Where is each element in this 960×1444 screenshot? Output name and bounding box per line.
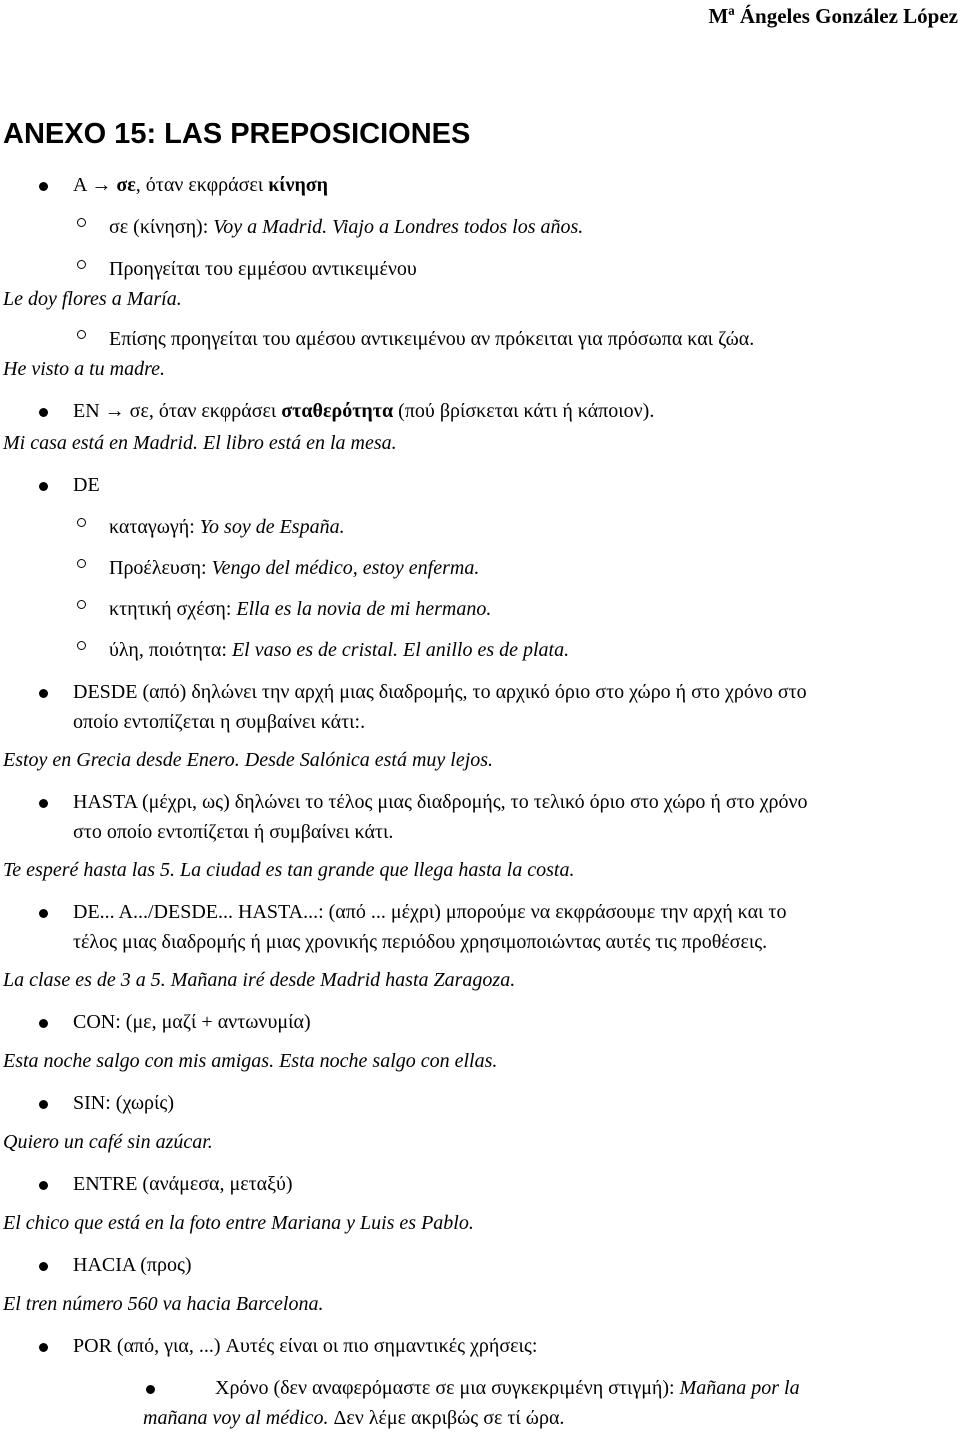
bullet-por: POR (από, για, ...) Αυτές είναι οι πιο σημαντικές χρήσεις:	[0, 1331, 956, 1361]
bullet-icon	[39, 1262, 48, 1271]
example-de-a: La clase es de 3 a 5. Mañana iré desde Madrid hasta Zaragoza.	[3, 969, 516, 991]
bullet-icon	[39, 482, 48, 491]
sub-item-a-indirect-object: Προηγείται του εμμέσου αντικειμένου	[0, 254, 956, 284]
bullet-icon	[39, 1181, 48, 1190]
sub-item-de-provenance: Προέλευση: Vengo del médico, estoy enferma.	[0, 553, 956, 583]
circle-bullet-icon	[77, 559, 86, 568]
sub-item-de-material: ύλη, ποιότητα: El vaso es de cristal. El anillo es de plata.	[0, 635, 956, 665]
bullet-de: DE	[0, 470, 956, 500]
circle-bullet-icon	[77, 218, 86, 227]
bullet-hacia: HACIA (προς)	[0, 1250, 956, 1280]
document-body	[0, 170, 956, 1433]
example-hacia: El tren número 560 va hacia Barcelona.	[3, 1293, 324, 1315]
bullet-con: CON: (με, μαζί + αντωνυμία)	[0, 1007, 956, 1037]
example-sin: Quiero un café sin azúcar.	[3, 1131, 213, 1153]
bullet-entre: ENTRE (ανάμεσα, μεταξύ)	[0, 1169, 956, 1199]
circle-bullet-icon	[77, 330, 86, 339]
page-title: ANEXO 15: LAS PREPOSICIONES	[3, 118, 471, 150]
example-entre: El chico que está en la foto entre Mariana y Luis es Pablo.	[3, 1212, 474, 1234]
sub-item-de-origin: καταγωγή: Yo soy de España.	[0, 512, 956, 542]
circle-bullet-icon	[77, 260, 86, 269]
bullet-icon	[39, 799, 48, 808]
example-desde: Estoy en Grecia desde Enero. Desde Salónica está muy lejos.	[3, 749, 494, 771]
circle-bullet-icon	[77, 641, 86, 650]
sub-item-por-time: Χρόνο (δεν αναφερόμαστε σε μια συγκεκριμένη στιγμή): Mañana por la	[0, 1373, 956, 1403]
bullet-icon	[39, 1100, 48, 1109]
sub-item-a-direct-object: Επίσης προηγείται του αμέσου αντικειμένου αν πρόκειται για πρόσωπα και ζώα.	[0, 324, 956, 354]
example-hasta: Te esperé hasta las 5. La ciudad es tan grande que llega hasta la costa.	[3, 859, 575, 881]
bullet-hasta: HASTA (μέχρι, ως) δηλώνει το τέλος μιας διαδρομής, το τελικό όριο στο χώρο ή στο χρόνο στο οποίο εντοπίζεται ή συμβαίνει κάτι.	[0, 787, 956, 847]
bullet-icon	[39, 1343, 48, 1352]
bullet-de-a: DE... A.../DESDE... HASTA...: (από ... μέχρι) μπορούμε να εκφράσουμε την αρχή και το τέλος μιας διαδρομής ή μιας χρονικής περιόδου χρησιμοποιώντας αυτές τις προθέσεις.	[0, 897, 956, 957]
bullet-sin: SIN: (χωρίς)	[0, 1088, 956, 1118]
circle-bullet-icon	[77, 600, 86, 609]
bullet-icon	[146, 1385, 155, 1394]
bullet-icon	[39, 689, 48, 698]
example-a-direct: He visto a tu madre.	[3, 358, 166, 380]
example-con: Esta noche salgo con mis amigas. Esta noche salgo con ellas.	[3, 1050, 498, 1072]
bullet-icon	[39, 182, 48, 191]
bullet-en: EN → σε, όταν εκφράσει σταθερότητα (πού βρίσκεται κάτι ή κάποιον).	[0, 396, 956, 426]
page-header-author: Mª Ángeles González López	[708, 4, 958, 28]
bullet-desde: DESDE (από) δηλώνει την αρχή μιας διαδρομής, το αρχικό όριο στο χώρο ή στο χρόνο στο οποίο εντοπίζεται η συμβαίνει κάτι:.	[0, 677, 956, 737]
sub-item-a-movement: σε (κίνηση): Voy a Madrid. Viajo a Londres todos los años.	[0, 212, 956, 242]
example-a-indirect: Le doy flores a María.	[3, 288, 182, 310]
sub-item-por-time-cont: mañana voy al médico. Δεν λέμε ακριβώς σε τί ώρα.	[143, 1407, 565, 1429]
bullet-a: A → σε, όταν εκφράσει κίνηση	[0, 170, 956, 200]
example-en: Mi casa está en Madrid. El libro está en la mesa.	[3, 432, 397, 454]
sub-item-de-possession: κτητική σχέση: Ella es la novia de mi hermano.	[0, 594, 956, 624]
circle-bullet-icon	[77, 518, 86, 527]
bullet-icon	[39, 1019, 48, 1028]
bullet-icon	[39, 909, 48, 918]
bullet-icon	[39, 408, 48, 417]
